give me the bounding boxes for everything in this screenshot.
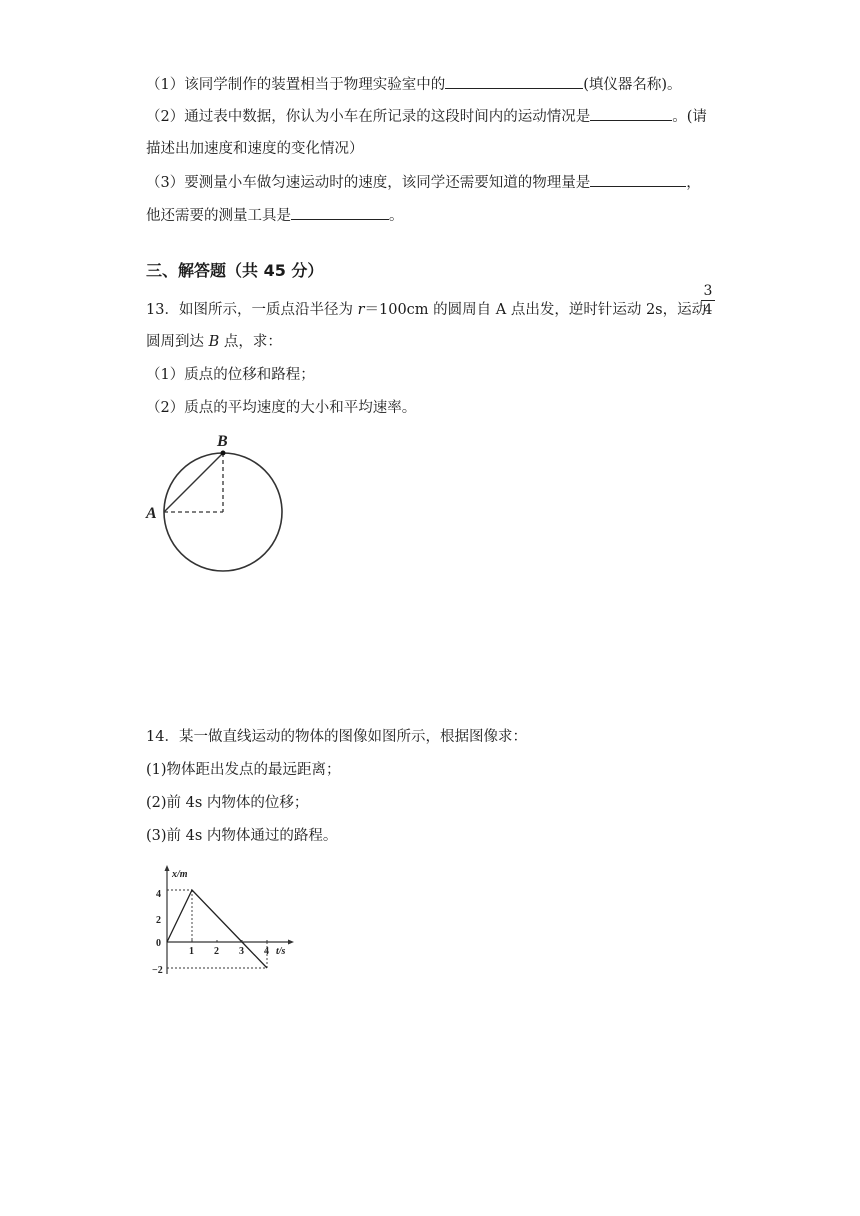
q12-sub3-tail: ， — [686, 175, 701, 191]
q13-text-c: 圆周到达 — [146, 334, 209, 350]
label-A: A — [146, 505, 157, 522]
fraction-numerator: 3 — [703, 283, 713, 299]
q14-sub2-text: (2)前 4s 内物体的位移； — [146, 795, 309, 811]
q13-sub1 — [146, 365, 315, 385]
q12-sub1 — [146, 74, 682, 95]
q14-sub3 — [146, 826, 337, 846]
x-tick-4: 4 — [264, 946, 269, 957]
x-axis-arrow — [288, 940, 294, 945]
q12-sub2-cont — [146, 139, 364, 159]
q13-sub2-text: （2）质点的平均速度的大小和平均速率。 — [146, 400, 417, 416]
q13-text-a: 13．如图所示，一质点沿半径为 — [146, 302, 358, 318]
fraction-denominator: 4 — [703, 302, 713, 318]
q13-text-d: 点，求： — [219, 334, 282, 350]
q12-sub3 — [146, 172, 701, 193]
q12-sub2-tail: 。(请 — [672, 109, 707, 125]
chord-AB — [164, 453, 223, 512]
q12-sub3-line2-tail: 。 — [389, 208, 404, 224]
answer-blank[interactable] — [291, 205, 389, 220]
answer-blank[interactable] — [590, 106, 672, 121]
q14-text: 14．某一做直线运动的物体的图像如图所示，根据图像求： — [146, 729, 527, 745]
q12-sub3-line2-text: 他还需要的测量工具是 — [146, 208, 291, 224]
q13-text-b: ＝100cm 的圆周自 A 点出发，逆时针运动 2s，运动 — [364, 302, 707, 318]
q12-sub3-text: （3）要测量小车做匀速运动时的速度，该同学还需要知道的物理量是 — [146, 175, 591, 191]
q13-sub1-text: （1）质点的位移和路程； — [146, 367, 315, 383]
q12-sub2 — [146, 106, 707, 127]
y-tick-4: 4 — [156, 889, 161, 900]
q12-sub2-text: （2）通过表中数据，你认为小车在所记录的这段时间内的运动情况是 — [146, 109, 591, 125]
x-tick-1: 1 — [189, 946, 194, 957]
y-tick-minus2: −2 — [152, 965, 163, 976]
q14-sub2 — [146, 793, 308, 813]
y-axis-label: x/m — [172, 869, 188, 880]
x-tick-3: 3 — [239, 946, 244, 957]
q14-sub1 — [146, 760, 341, 780]
q14-stem — [146, 727, 527, 747]
xt-graph — [146, 862, 306, 982]
q14-sub3-text: (3)前 4s 内物体通过的路程。 — [146, 828, 338, 844]
answer-blank[interactable] — [445, 74, 583, 89]
var-r: r — [357, 302, 365, 318]
y-tick-2: 2 — [156, 915, 161, 926]
answer-blank[interactable] — [590, 172, 686, 187]
x-tick-2: 2 — [214, 946, 219, 957]
circle-figure — [140, 430, 310, 580]
var-B: B — [208, 334, 220, 350]
q13-stem-line2 — [146, 332, 282, 352]
section-heading: 三、解答题（共 45 分） — [146, 261, 324, 280]
fraction — [701, 283, 715, 318]
y-axis-arrow — [165, 865, 170, 871]
q12-sub2-cont-text: 描述出加速度和速度的变化情况） — [146, 141, 364, 157]
q12-sub3-line2 — [146, 205, 404, 226]
q13-sub2 — [146, 398, 416, 418]
q13-stem-line1 — [146, 300, 706, 320]
q12-sub1-tail: (填仪器名称)。 — [583, 77, 682, 93]
x-axis-label: t/s — [276, 946, 286, 957]
point-B-dot — [221, 451, 226, 456]
q12-sub1-text: （1）该同学制作的装置相当于物理实验室中的 — [146, 77, 446, 93]
label-B: B — [217, 433, 228, 450]
q14-sub1-text: (1)物体距出发点的最远距离； — [146, 762, 341, 778]
y-tick-0: 0 — [156, 938, 161, 949]
